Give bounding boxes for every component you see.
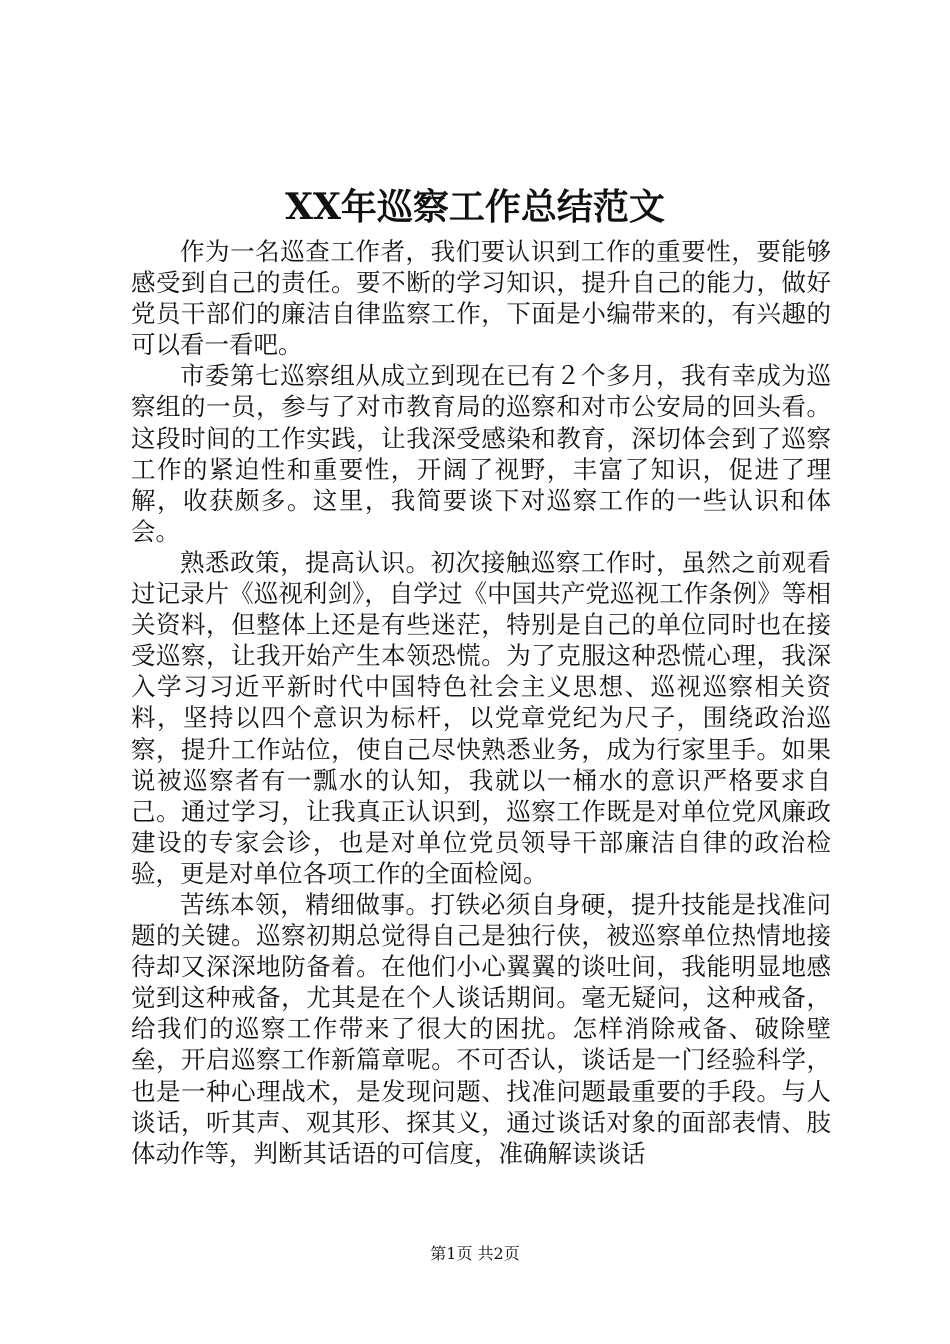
paragraph-intro: 作为一名巡查工作者，我们要认识到工作的重要性，要能够感受到自己的责任。要不断的学习知识，提升自己的能力，做好党员干部们的廉洁自律监察工作，下面是小编带来的，有兴趣的可以看一看吧。 xyxy=(131,237,831,360)
paragraph-background: 市委第七巡察组从成立到现在已有２个多月，我有幸成为巡察组的一员，参与了对市教育局的巡察和对市公安局的回头看。这段时间的工作实践，让我深受感染和教育，深切体会到了巡察工作的紧迫性和重要性，开阔了视野，丰富了知识，促进了理解，收获颇多。这里，我简要谈下对巡察工作的一些认识和体会。 xyxy=(131,361,831,546)
page-number-footer: 第1页 共2页 xyxy=(430,1244,520,1263)
document-title: XX年巡察工作总结范文 xyxy=(285,186,665,228)
paragraph-skills: 苦练本领，精细做事。打铁必须自身硬，提升技能是找准问题的关键。巡察初期总觉得自己是独行侠，被巡察单位热情地接待却又深深地防备着。在他们小心翼翼的谈吐间，我能明显地感觉到这种戒备，尤其是在个人谈话期间。毫无疑问，这种戒备，给我们的巡察工作带来了很大的困扰。怎样消除戒备、破除壁垒，开启巡察工作新篇章呢。不可否认，谈话是一门经验科学，也是一种心理战术，是发现问题、找准问题最重要的手段。与人谈话，听其声、观其形、探其义，通过谈话对象的面部表情、肢体动作等，判断其话语的可信度，准确解读谈话 xyxy=(131,889,831,1168)
document-body xyxy=(131,236,831,1169)
paragraph-policy: 熟悉政策，提高认识。初次接触巡察工作时，虽然之前观看过记录片《巡视利剑》，自学过《中国共产党巡视工作条例》等相关资料，但整体上还是有些迷茫，特别是自己的单位同时也在接受巡察，让我开始产生本领恐慌。为了克服这种恐慌心理，我深入学习习近平新时代中国特色社会主义思想、巡视巡察相关资料，坚持以四个意识为标杆，以党章党纪为尺子，围绕政治巡察，提升工作站位，使自己尽快熟悉业务，成为行家里手。如果说被巡察者有一瓢水的认知，我就以一桶水的意识严格要求自己。通过学习，让我真正认识到，巡察工作既是对单位党风廉政建设的专家会诊，也是对单位党员领导干部廉洁自律的政治检验，更是对单位各项工作的全面检阅。 xyxy=(131,547,831,888)
